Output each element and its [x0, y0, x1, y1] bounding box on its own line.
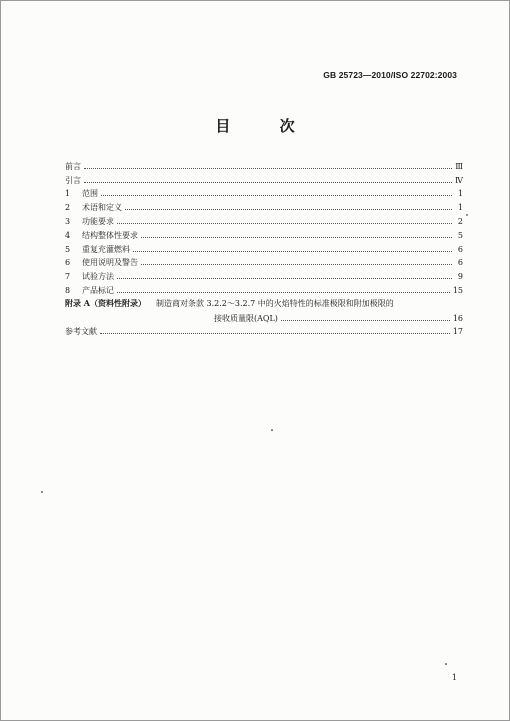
- toc-entry-4[interactable]: [65, 226, 463, 240]
- toc-entry-introduction[interactable]: [65, 171, 463, 185]
- toc-page: 6: [457, 258, 463, 268]
- toc-label: 结构整体性要求: [82, 230, 138, 240]
- toc-entry-annex-a[interactable]: [65, 295, 463, 323]
- toc-entry-6[interactable]: [65, 254, 463, 268]
- toc-entry-8[interactable]: [65, 281, 463, 295]
- toc-entry-3[interactable]: [65, 212, 463, 226]
- toc-entry-references[interactable]: [65, 323, 463, 337]
- toc-label: 范围: [82, 189, 98, 199]
- toc-leader: [117, 292, 450, 293]
- scan-speck: [41, 491, 43, 493]
- toc-entry-7[interactable]: [65, 267, 463, 281]
- toc-entry-2[interactable]: [65, 198, 463, 212]
- toc-entry-foreword[interactable]: [65, 157, 463, 171]
- toc-leader: [281, 320, 450, 321]
- table-of-contents: [65, 157, 463, 336]
- toc-label: 产品标记: [82, 285, 114, 295]
- toc-number: 6: [65, 258, 71, 268]
- page-title: 目 次: [215, 117, 317, 135]
- toc-number: 2: [65, 203, 71, 213]
- toc-leader: [133, 251, 452, 252]
- annex-title-part1: 制造商对条款 3.2.2～3.2.7 中的火焰特性的标准极限和附加极限的: [156, 298, 394, 308]
- toc-number: 5: [65, 244, 71, 254]
- standard-code: GB 25723—2010/ISO 22702:2003: [323, 70, 457, 80]
- toc-leader: [100, 333, 450, 334]
- toc-label: 重复充灌燃料: [82, 244, 130, 254]
- toc-page: 16: [452, 313, 463, 323]
- toc-number: 7: [65, 272, 71, 282]
- toc-entry-5[interactable]: [65, 240, 463, 254]
- scan-speck: [466, 214, 468, 216]
- toc-label: 使用说明及警告: [82, 258, 138, 268]
- toc-label: 功能要求: [82, 216, 114, 226]
- toc-number: 3: [65, 216, 71, 226]
- annex-title-continuation: [65, 309, 463, 323]
- toc-page: Ⅳ: [455, 175, 463, 185]
- toc-page: 9: [457, 272, 463, 282]
- toc-leader: [101, 195, 452, 196]
- toc-leader: [117, 223, 452, 224]
- page-number: 1: [451, 673, 457, 682]
- toc-page: Ⅲ: [455, 161, 463, 171]
- toc-label: 引言: [65, 175, 81, 185]
- toc-page: 17: [452, 327, 463, 337]
- annex-title-part2: 接收质量限(AQL): [214, 313, 278, 323]
- toc-page: 5: [457, 230, 463, 240]
- toc-entry-1[interactable]: [65, 185, 463, 199]
- toc-number: 4: [65, 230, 71, 240]
- scan-speck: [445, 663, 447, 665]
- toc-leader: [141, 264, 452, 265]
- toc-leader: [125, 209, 452, 210]
- toc-page: 2: [457, 216, 463, 226]
- annex-title-line: [65, 295, 463, 309]
- toc-label: 参考文献: [65, 327, 97, 337]
- toc-number: 8: [65, 285, 71, 295]
- toc-page: 6: [457, 244, 463, 254]
- toc-leader: [84, 168, 452, 169]
- toc-number: 1: [65, 189, 71, 199]
- toc-leader: [117, 278, 452, 279]
- toc-label: 试验方法: [82, 272, 114, 282]
- toc-leader: [141, 237, 452, 238]
- toc-page: 15: [452, 285, 463, 295]
- toc-page: 1: [457, 189, 463, 199]
- toc-label: 术语和定义: [82, 203, 122, 213]
- annex-prefix: 附录 A（资料性附录）: [65, 297, 146, 308]
- toc-page: 1: [457, 203, 463, 213]
- toc-label: 前言: [65, 161, 81, 171]
- scan-speck: [271, 429, 273, 431]
- toc-leader: [84, 182, 452, 183]
